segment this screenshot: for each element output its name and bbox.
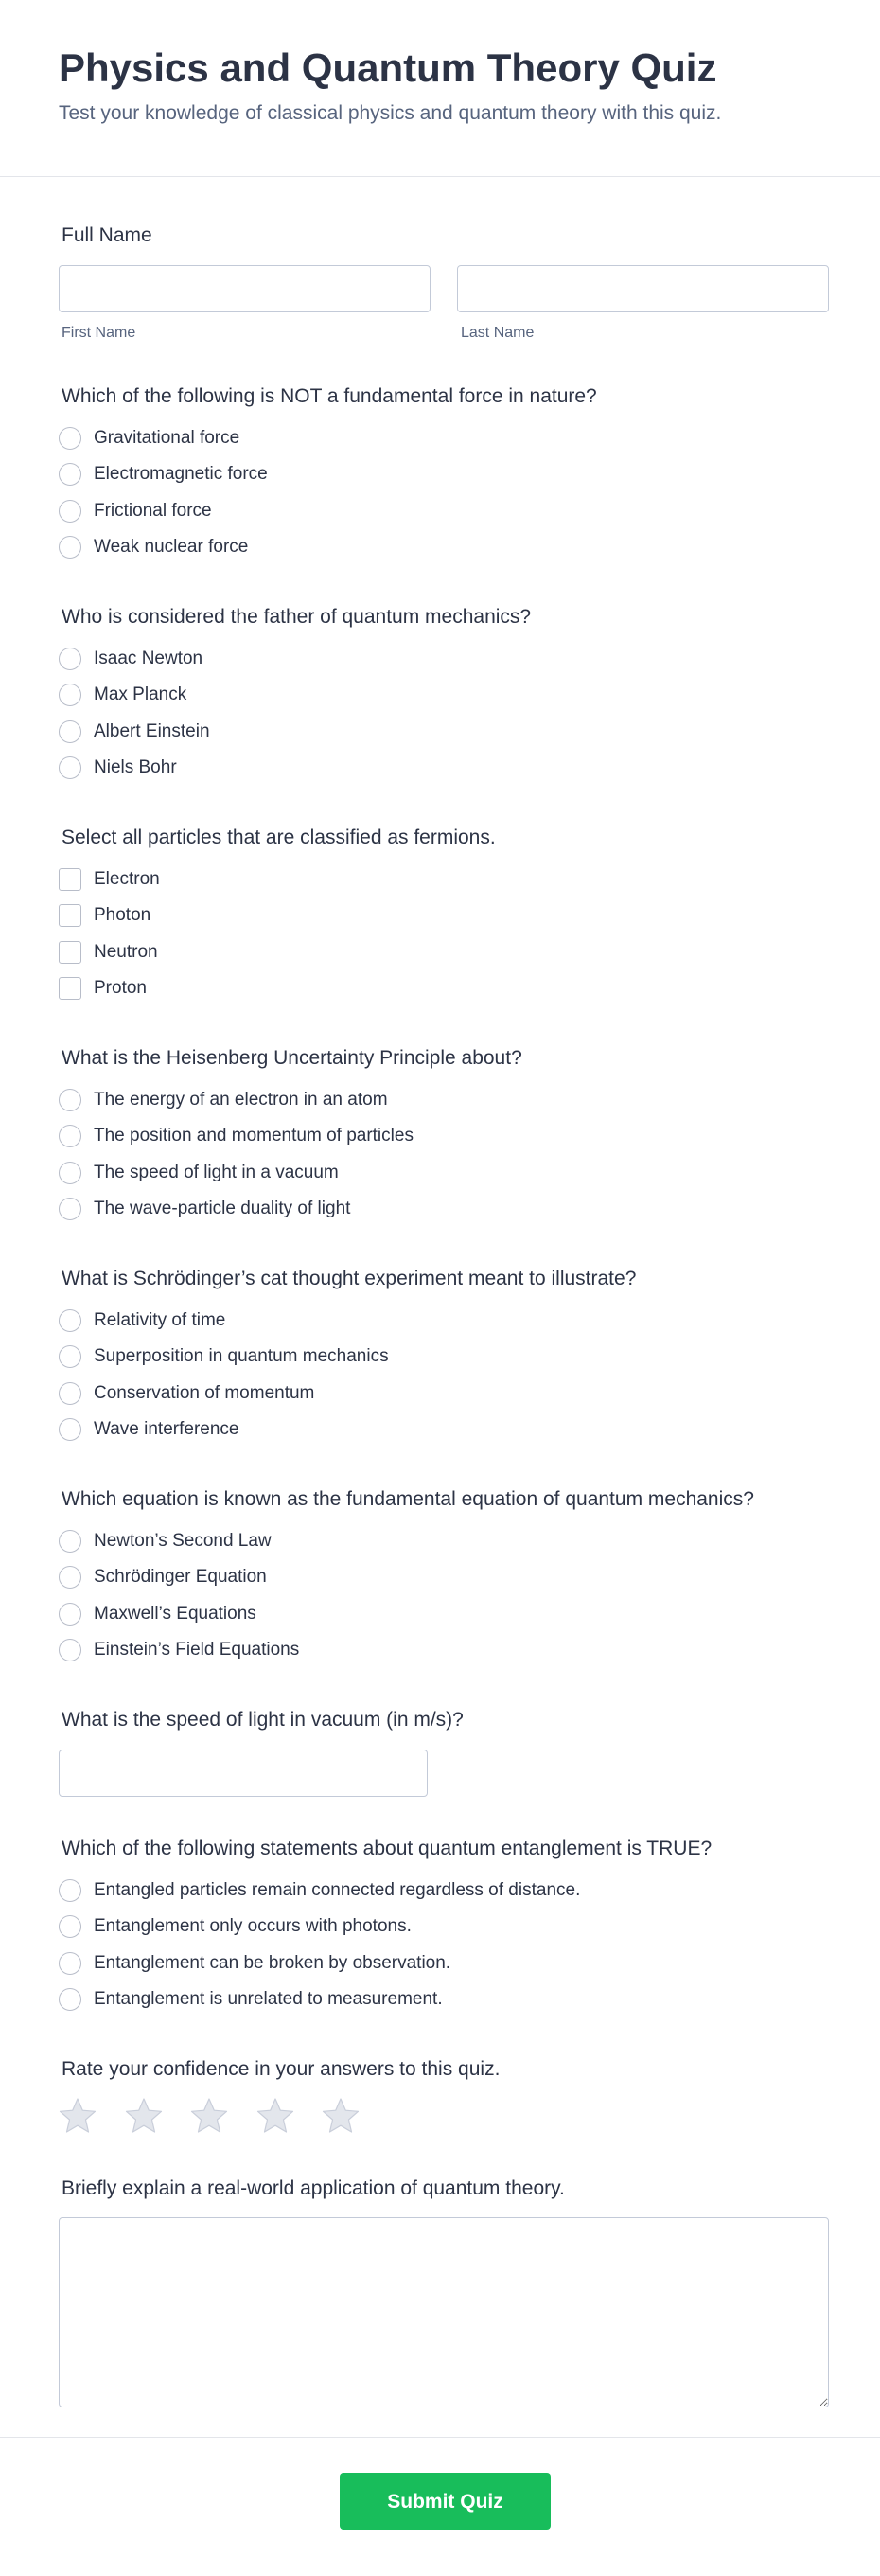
option-label: Electron [94,869,160,889]
q1-option[interactable] [59,533,248,561]
radio-button[interactable] [59,1639,81,1661]
first-name-input[interactable] [59,265,431,312]
option-label: Conservation of momentum [94,1383,315,1403]
radio-button[interactable] [59,463,81,486]
option-label: Isaac Newton [94,648,203,668]
option-label: Entanglement only occurs with photons. [94,1916,412,1936]
radio-button[interactable] [59,1988,81,2011]
q1-option[interactable] [59,497,212,525]
question-5-label: What is Schrödinger’s cat thought experiment meant to illustrate? [62,1268,637,1289]
q2-option[interactable] [59,645,202,673]
radio-button[interactable] [59,684,81,706]
radio-button[interactable] [59,756,81,779]
rating-star-icon[interactable] [189,2096,229,2136]
q3-option[interactable] [59,865,160,894]
q5-option[interactable] [59,1306,225,1335]
q8-option[interactable] [59,1876,580,1905]
page-subtitle: Test your knowledge of classical physics and quantum theory with this quiz. [59,102,722,124]
checkbox[interactable] [59,868,81,891]
option-label: Gravitational force [94,428,240,448]
q4-option[interactable] [59,1195,350,1223]
option-label: The energy of an electron in an atom [94,1090,388,1110]
rating-star-icon[interactable] [321,2096,361,2136]
rating-star-icon[interactable] [124,2096,164,2136]
option-label: Niels Bohr [94,757,177,777]
rating-star-icon[interactable] [58,2096,97,2136]
q2-option[interactable] [59,681,186,709]
question-8-label: Which of the following statements about quantum entanglement is TRUE? [62,1838,713,1859]
speed-of-light-input[interactable] [59,1750,428,1797]
radio-button[interactable] [59,1566,81,1589]
q8-option[interactable] [59,1912,412,1941]
question-2-label: Who is considered the father of quantum mechanics? [62,606,532,628]
checkbox[interactable] [59,904,81,927]
q3-option[interactable] [59,901,150,930]
option-label: Neutron [94,942,158,962]
radio-button[interactable] [59,1309,81,1332]
submit-quiz-button[interactable]: Submit Quiz [340,2473,551,2530]
option-label: Einstein’s Field Equations [94,1640,300,1660]
question-10-label: Briefly explain a real-world application of quantum theory. [62,2177,565,2199]
radio-button[interactable] [59,1418,81,1441]
checkbox[interactable] [59,941,81,964]
option-label: Entanglement can be broken by observation. [94,1953,451,1973]
q6-option[interactable] [59,1527,272,1555]
footer-divider [0,2437,880,2438]
first-name-sublabel: First Name [62,325,136,341]
application-textarea[interactable] [59,2217,829,2407]
option-label: Superposition in quantum mechanics [94,1346,389,1366]
question-7-label: What is the speed of light in vacuum (in m/s)? [62,1709,464,1731]
last-name-input[interactable] [457,265,829,312]
option-label: Wave interference [94,1419,239,1439]
radio-button[interactable] [59,1125,81,1147]
q1-option[interactable] [59,460,268,489]
radio-button[interactable] [59,427,81,450]
option-label: The speed of light in a vacuum [94,1163,339,1182]
option-label: Schrödinger Equation [94,1567,267,1587]
q6-option[interactable] [59,1636,299,1664]
question-6-label: Which equation is known as the fundamental equation of quantum mechanics? [62,1488,754,1510]
radio-button[interactable] [59,1162,81,1184]
q8-option[interactable] [59,1985,443,2014]
option-label: Entanglement is unrelated to measurement. [94,1989,443,2009]
q4-option[interactable] [59,1159,339,1187]
q5-option[interactable] [59,1379,314,1408]
option-label: Albert Einstein [94,721,210,741]
option-label: Electromagnetic force [94,464,268,484]
radio-button[interactable] [59,500,81,523]
option-label: Photon [94,905,151,925]
q2-option[interactable] [59,718,210,746]
q4-option[interactable] [59,1122,414,1150]
option-label: The wave-particle duality of light [94,1199,351,1218]
q5-option[interactable] [59,1342,389,1371]
option-label: Newton’s Second Law [94,1531,272,1551]
question-3-label: Select all particles that are classified as fermions. [62,826,496,848]
option-label: Frictional force [94,501,212,521]
page-title: Physics and Quantum Theory Quiz [59,45,717,90]
radio-button[interactable] [59,1198,81,1220]
q1-option[interactable] [59,424,239,453]
option-label: Max Planck [94,684,187,704]
q3-option[interactable] [59,938,158,967]
option-label: The position and momentum of particles [94,1126,414,1146]
radio-button[interactable] [59,536,81,559]
rating-star-icon[interactable] [255,2096,295,2136]
radio-button[interactable] [59,1952,81,1975]
radio-button[interactable] [59,1345,81,1368]
full-name-label: Full Name [62,224,152,246]
option-label: Relativity of time [94,1310,226,1330]
option-label: Entangled particles remain connected regardless of distance. [94,1880,581,1900]
option-label: Proton [94,978,147,998]
radio-button[interactable] [59,1915,81,1938]
last-name-sublabel: Last Name [461,325,535,341]
question-1-label: Which of the following is NOT a fundamental force in nature? [62,385,597,407]
option-label: Maxwell’s Equations [94,1604,256,1624]
radio-button[interactable] [59,648,81,670]
q3-option[interactable] [59,974,147,1003]
q8-option[interactable] [59,1949,450,1978]
radio-button[interactable] [59,1530,81,1553]
q6-option[interactable] [59,1563,267,1591]
option-label: Weak nuclear force [94,537,249,557]
question-4-label: What is the Heisenberg Uncertainty Principle about? [62,1047,522,1069]
q4-option[interactable] [59,1086,388,1114]
radio-button[interactable] [59,1879,81,1902]
question-9-label: Rate your confidence in your answers to this quiz. [62,2058,501,2080]
radio-button[interactable] [59,1603,81,1626]
radio-button[interactable] [59,720,81,743]
checkbox[interactable] [59,977,81,1000]
radio-button[interactable] [59,1382,81,1405]
q6-option[interactable] [59,1600,256,1628]
form-header [0,0,880,177]
q5-option[interactable] [59,1415,238,1444]
q2-option[interactable] [59,754,177,782]
radio-button[interactable] [59,1089,81,1111]
